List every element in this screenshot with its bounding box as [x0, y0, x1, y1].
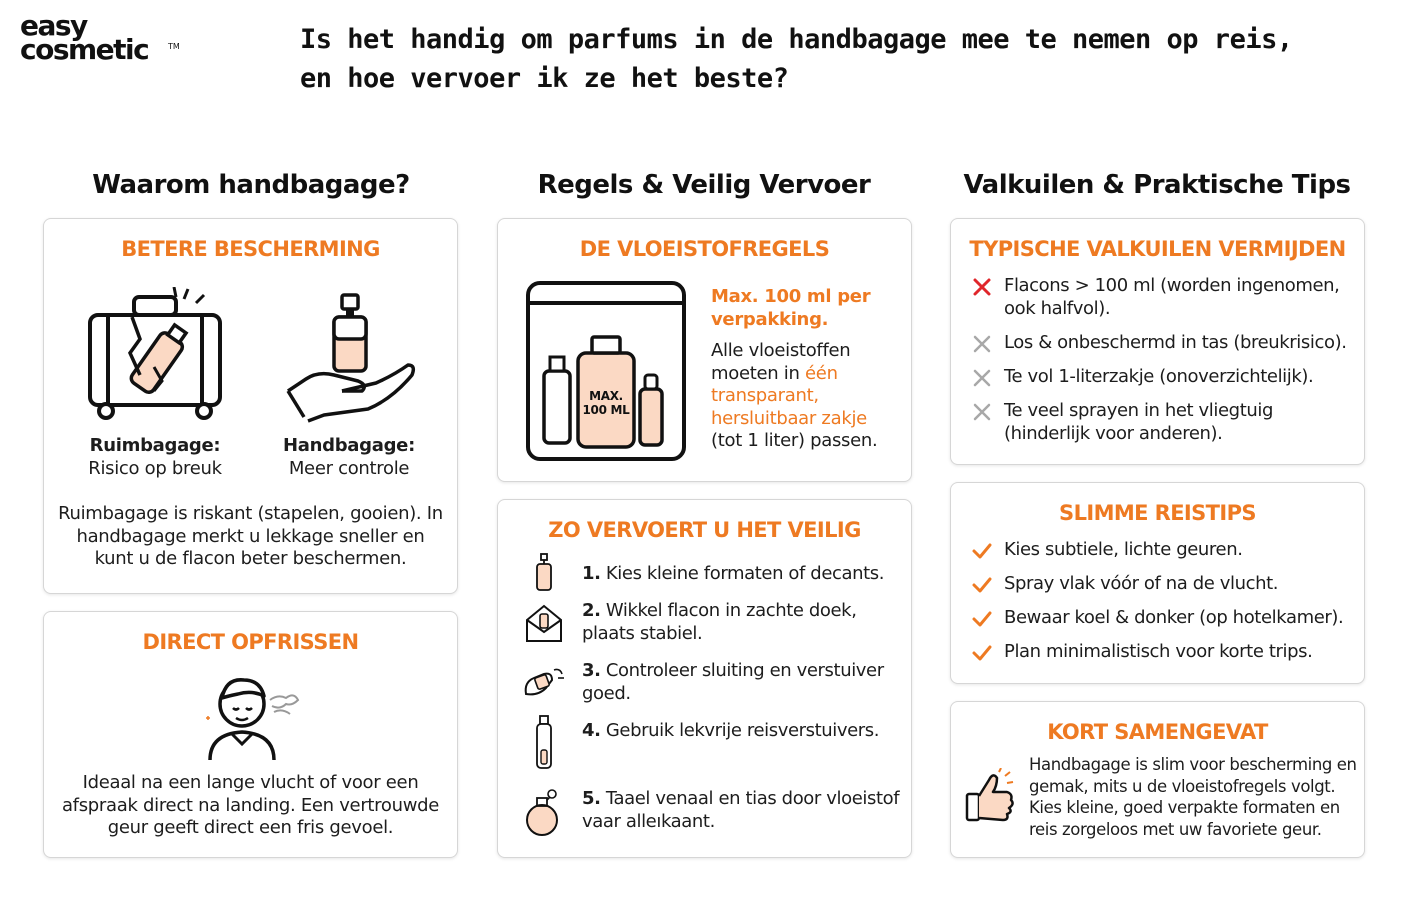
card-title-liquid-rules: DE VLOEISTOFREGELS: [579, 237, 830, 261]
step-4: [582, 719, 902, 742]
tip-item-1: Kies subtiele, lichte geuren.: [1004, 539, 1243, 560]
liquids-bag-rule-part1: Alle vloeistoffen moeten in: [711, 340, 851, 384]
perfume-bottle-icon: [522, 788, 562, 836]
card-pitfalls: [950, 218, 1365, 465]
logo-text-cosmetic: cosmetic: [20, 33, 149, 66]
step-2: [582, 599, 902, 645]
label-checked-baggage-risk: Risico op breuk: [88, 458, 222, 479]
step-5: [582, 787, 902, 833]
page-title: Is het handig om parfums in de handbagage mee te nemen op reis, en hoe vervoer ik ze het beste?: [300, 24, 1293, 94]
wrapped-bottle-icon: [524, 602, 564, 644]
checkmark-icon: [971, 574, 993, 596]
hand-holding-perfume-icon: [284, 291, 416, 423]
checkmark-icon: [971, 540, 993, 562]
column-title-why: Waarom handbagage?: [92, 170, 410, 200]
card-protection: [43, 218, 458, 594]
card-title-refresh: DIRECT OPFRISSEN: [142, 630, 359, 654]
checkmark-icon: [971, 608, 993, 630]
summary-description: Handbagage is slim voor bescherming en gemak, mits u de vloeistofregels volgt. Kies kleine, goed verpakte formaten en reis zorgeloos met uw favoriete geur.: [1029, 755, 1357, 839]
max-volume-rule: Max. 100 ml per verpakking.: [711, 286, 871, 330]
card-title-pitfalls: TYPISCHE VALKUILEN VERMIJDEN: [969, 237, 1346, 261]
card-summary: [950, 701, 1365, 858]
checkmark-icon: [971, 642, 993, 664]
column-title-rules: Regels & Veilig Vervoer: [537, 170, 871, 200]
liquids-bag-rule: [711, 340, 891, 453]
step-4-text: Gebruik lekvrije reisverstuivers.: [600, 720, 880, 741]
column-title-tips: Valkuilen & Praktische Tips: [963, 170, 1351, 200]
pitfall-item-2: Los & onbeschermd in tas (breukrisico).: [1004, 332, 1347, 353]
tip-item-2: Spray vlak vóór of na de vlucht.: [1004, 573, 1279, 594]
step-2-text: Wikkel flacon in zachte doek, plaats stabiel.: [582, 600, 857, 644]
step-5-text: Taael venaal en tias door vloeistof vaar alleıkaant.: [582, 788, 900, 832]
card-title-protection: BETERE BESCHERMING: [121, 237, 380, 261]
cross-icon: [971, 367, 993, 389]
small-bottle-icon: [534, 552, 554, 592]
step-3-number: 3.: [582, 660, 601, 681]
travel-atomizer-icon: [534, 714, 554, 770]
card-travel-tips: [950, 482, 1365, 684]
pitfall-item-1: Flacons > 100 ml (worden ingenomen, ook halfvol).: [1004, 275, 1340, 319]
tip-item-4: Plan minimalistisch voor korte trips.: [1004, 641, 1313, 662]
step-3: [582, 659, 902, 705]
step-4-number: 4.: [582, 720, 601, 741]
refresh-description: Ideaal na een lange vlucht of voor een afspraak direct na landing. Een vertrouwde geur geeft direct een fris gevoel.: [61, 772, 440, 838]
brand-logo: [20, 9, 190, 74]
bottle-max-label: [578, 389, 634, 417]
liquids-bag-rule-highlight: één transparant, hersluitbaar zakje: [711, 362, 867, 429]
label-hand-baggage: Handbagage:: [283, 435, 415, 456]
cross-icon: [971, 276, 993, 298]
pitfall-item-4: Te veel sprayen in het vliegtuig (hinderlijk voor anderen).: [1004, 400, 1273, 444]
card-title-summary: KORT SAMENGEVAT: [1047, 720, 1268, 744]
logo-trademark: TM: [168, 42, 180, 51]
step-2-number: 2.: [582, 600, 601, 621]
card-title-travel-tips: SLIMME REISTIPS: [1059, 501, 1256, 525]
liquids-bag-rule-part3: (tot 1 liter) passen.: [711, 430, 878, 451]
card-refresh: [43, 611, 458, 858]
tip-item-3: Bewaar koel & donker (op hotelkamer).: [1004, 607, 1344, 628]
broken-suitcase-icon: [84, 287, 228, 423]
protection-description: Ruimbagage is riskant (stapelen, gooien). In handbagage merkt u lekkage sneller en kunt u de flacon beter beschermen.: [58, 503, 443, 569]
step-3-text: Controleer sluiting en verstuiver goed.: [582, 660, 884, 704]
card-liquid-rules: [497, 218, 912, 482]
step-1: [582, 562, 902, 585]
step-5-number: 5.: [582, 788, 601, 809]
check-cap-icon: [522, 664, 566, 700]
logo-text-easy: easy: [20, 9, 87, 42]
liquids-bag-icon: [524, 279, 688, 463]
bottle-max-label-line1: MAX.: [589, 389, 623, 403]
card-safe-transport: [497, 499, 912, 858]
step-1-text: Kies kleine formaten of decants.: [600, 563, 885, 584]
label-checked-baggage: Ruimbagage:: [89, 435, 221, 456]
card-title-safe-transport: ZO VERVOERT U HET VEILIG: [548, 518, 861, 542]
label-hand-baggage-control: Meer controle: [288, 458, 410, 479]
thumbs-up-icon: [963, 768, 1019, 826]
pitfall-item-3: Te vol 1-literzakje (onoverzichtelijk).: [1004, 366, 1314, 387]
person-smelling-icon: [202, 668, 302, 764]
bottle-max-label-line2: 100 ML: [582, 403, 630, 417]
cross-icon: [971, 401, 993, 423]
cross-icon: [971, 333, 993, 355]
step-1-number: 1.: [582, 563, 601, 584]
